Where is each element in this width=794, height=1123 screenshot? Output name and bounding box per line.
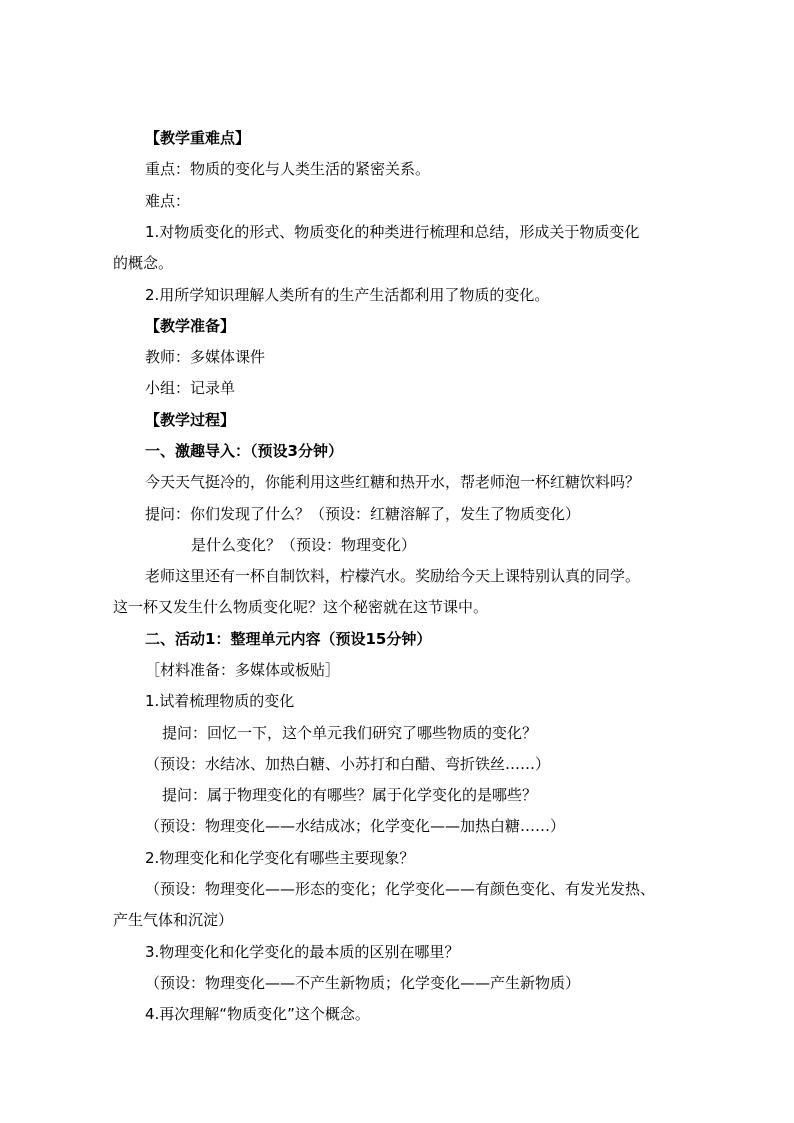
step-1-question-2: 提问：属于物理变化的有哪些？属于化学变化的是哪些？ (162, 786, 538, 804)
step-1: 1.试着梳理物质的变化 (145, 692, 295, 710)
step-1-answer-2: （预设：物理变化——水结成冰；化学变化——加热白糖……） (145, 817, 566, 835)
section-1-para-1: 今天天气挺冷的，你能利用这些红糖和热开水，帮老师泡一杯红糖饮料吗？ (145, 473, 641, 491)
heading-process: 【教学过程】 (145, 411, 236, 429)
section-1-title: 一、激趣导入：（预设3分钟） (145, 442, 343, 460)
section-1-question-1: 提问：你们发现了什么？（预设：红糖溶解了，发生了物质变化） (145, 505, 581, 523)
section-1-para-2: 老师这里还有一杯自制饮料，柠檬汽水。奖励给今天上课特别认真的同学。 (145, 567, 641, 585)
key-point-text: 重点：物质的变化与人类生活的紧密关系。 (145, 160, 431, 178)
section-1-question-2: 是什么变化？（预设：物理变化） (191, 536, 417, 554)
heading-key-points: 【教学重难点】 (145, 129, 251, 147)
difficulty-label: 难点： (145, 192, 191, 210)
step-4: 4.再次理解“物质变化”这个概念。 (145, 1005, 370, 1023)
difficulty-item-1: 1.对物质变化的形式、物质变化的种类进行梳理和总结，形成关于物质变化 (145, 223, 640, 241)
section-2-title: 二、活动1：整理单元内容（预设15分钟） (145, 630, 432, 648)
prep-group: 小组：记录单 (145, 379, 236, 397)
step-2-answer: （预设：物理变化——形态的变化；化学变化——有颜色变化、有发光发热、 (145, 880, 656, 898)
step-1-question-1: 提问：回忆一下，这个单元我们研究了哪些物质的变化？ (162, 724, 538, 742)
heading-preparation: 【教学准备】 (145, 317, 236, 335)
difficulty-item-2: 2.用所学知识理解人类所有的生产生活都利用了物质的变化。 (145, 286, 550, 304)
step-3-answer: （预设：物理变化——不产生新物质；化学变化——产生新物质） (145, 974, 581, 992)
step-2-answer-continued: 产生气体和沉淀） (113, 911, 234, 929)
step-1-answer-1: （预设：水结冰、加热白糖、小苏打和白醋、弯折铁丝……） (145, 755, 551, 773)
materials-note: ［材料准备：多媒体或板贴］ (145, 661, 341, 679)
difficulty-item-1-continued: 的概念。 (113, 254, 174, 272)
step-3: 3.物理变化和化学变化的最本质的区别在哪里？ (145, 943, 460, 961)
step-2: 2.物理变化和化学变化有哪些主要现象？ (145, 849, 415, 867)
section-1-para-2-continued: 这一杯又发生什么物质变化呢？这个秘密就在这节课中。 (113, 598, 489, 616)
prep-teacher: 教师：多媒体课件 (145, 348, 266, 366)
